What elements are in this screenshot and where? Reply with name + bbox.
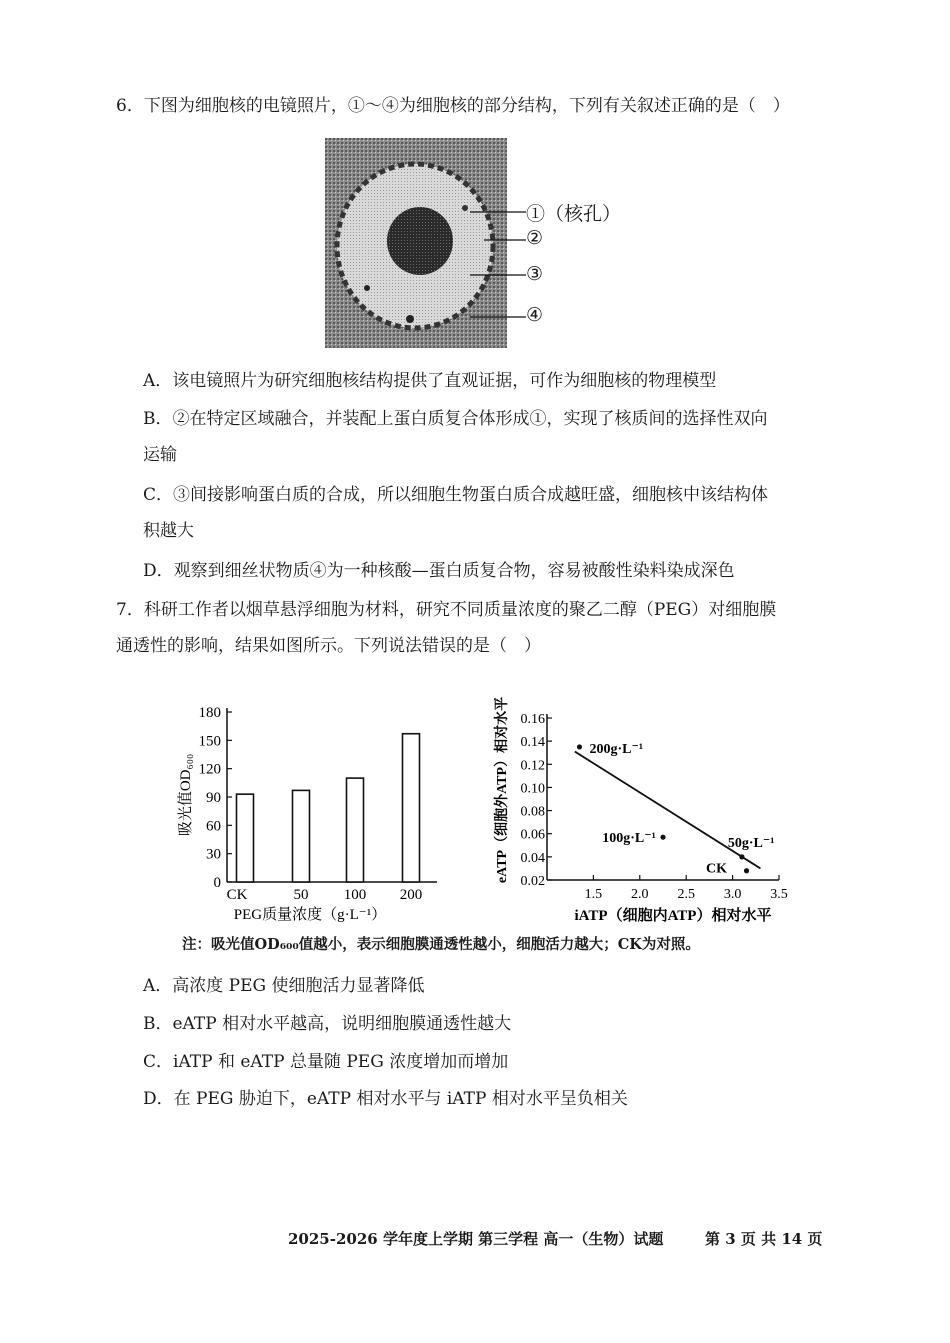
- x-tick-label: 200: [399, 887, 423, 903]
- data-point-label: 100g·L⁻¹: [602, 831, 656, 847]
- q6-stem: 6．下图为细胞核的电镜照片，①～④为细胞核的部分结构，下列有关叙述正确的是（ ）: [116, 96, 790, 116]
- y-tick-label: 0.06: [520, 827, 545, 843]
- y-tick-label: 180: [198, 705, 221, 721]
- x-tick-label: 100: [343, 887, 367, 903]
- label-leader-lines: [470, 200, 530, 330]
- y-tick-label: 0.16: [520, 712, 545, 727]
- q7-stem-line1: 7．科研工作者以烟草悬浮细胞为材料，研究不同质量浓度的聚乙二醇（PEG）对细胞膜: [116, 600, 777, 620]
- trend-line: [575, 752, 761, 869]
- bar-chart-od600: [170, 700, 460, 925]
- y-tick-label: 0: [213, 875, 221, 891]
- q7-option-d: D．在 PEG 胁迫下，eATP 相对水平与 iATP 相对水平呈负相关: [143, 1089, 628, 1109]
- y-tick-label: 90: [206, 790, 221, 806]
- q7-option-b: B．eATP 相对水平越高，说明细胞膜通透性越大: [143, 1014, 512, 1034]
- y-tick-label: 120: [198, 761, 221, 778]
- y-axis-label: eATP（细胞外ATP）相对水平: [495, 696, 510, 884]
- x-axis-label: iATP（细胞内ATP）相对水平: [574, 908, 772, 924]
- data-point: [739, 854, 744, 859]
- y-tick-label: 60: [206, 818, 221, 835]
- x-tick-label: 3.5: [770, 887, 788, 902]
- x-tick-label: 3.0: [723, 887, 742, 902]
- q6-option-d: D．观察到细丝状物质④为一种核酸—蛋白质复合物，容易被酸性染料染成深色: [143, 561, 735, 581]
- y-tick-label: 0.08: [520, 804, 545, 820]
- y-tick-label: 0.10: [520, 781, 545, 797]
- q7-option-c: C．iATP 和 eATP 总量随 PEG 浓度增加而增加: [143, 1052, 509, 1072]
- y-tick-label: 0.02: [520, 874, 545, 889]
- data-point-label: 50g·L⁻¹: [727, 835, 775, 851]
- x-axis-label: PEG质量浓度（g·L⁻¹）: [233, 907, 387, 923]
- q6-option-c: C．③间接影响蛋白质的合成，所以细胞生物蛋白质合成越旺盛，细胞核中该结构体: [143, 485, 769, 505]
- label-3: ③: [526, 263, 544, 285]
- data-point-label: CK: [706, 861, 728, 877]
- x-tick-label: 2.5: [677, 887, 695, 902]
- figure-note: 注：吸光值OD₆₀₀值越小，表示细胞膜通透性越小，细胞活力越大；CK为对照。: [182, 936, 700, 953]
- x-tick-label: CK: [226, 887, 248, 903]
- bar: [403, 734, 420, 882]
- label-4: ④: [526, 304, 544, 326]
- data-point-label: 200g·L⁻¹: [589, 741, 644, 757]
- x-tick-label: 50: [293, 887, 309, 903]
- label-2: ②: [526, 227, 544, 249]
- q6-option-c-cont: 积越大: [143, 521, 194, 541]
- y-tick-label: 0.12: [520, 758, 545, 774]
- bar: [293, 790, 310, 882]
- y-axis-label: 吸光值OD₆₀₀: [178, 753, 194, 837]
- label-nuclear-pore: ①（核孔）: [526, 203, 622, 225]
- q6-option-b: B．②在特定区域融合，并装配上蛋白质复合体形成①，实现了核质间的选择性双向: [143, 409, 768, 429]
- y-tick-label: 30: [206, 846, 221, 863]
- y-tick-label: 150: [198, 733, 221, 750]
- q6-option-b-cont: 运输: [143, 445, 177, 465]
- y-tick-label: 0.14: [520, 735, 545, 751]
- q6-option-a: A．该电镜照片为研究细胞核结构提供了直观证据，可作为细胞核的物理模型: [143, 371, 717, 391]
- footer-page-number: 第 3 页 共 14 页: [705, 1230, 823, 1248]
- footer-exam-title: 2025-2026 学年度上学期 第三学程 高一（生物）试题: [288, 1230, 664, 1248]
- y-tick-label: 0.04: [520, 850, 545, 866]
- q7-option-a: A．高浓度 PEG 使细胞活力显著降低: [143, 976, 425, 996]
- bar: [237, 794, 254, 882]
- x-tick-label: 1.5: [584, 887, 603, 902]
- data-point: [660, 835, 665, 840]
- scatter-chart-atp: [490, 670, 790, 932]
- bar: [347, 778, 364, 882]
- x-tick-label: 2.0: [631, 887, 649, 902]
- q7-stem-line2: 通透性的影响，结果如图所示。下列说法错误的是（ ）: [116, 636, 541, 656]
- data-point: [744, 868, 749, 873]
- data-point: [577, 744, 582, 749]
